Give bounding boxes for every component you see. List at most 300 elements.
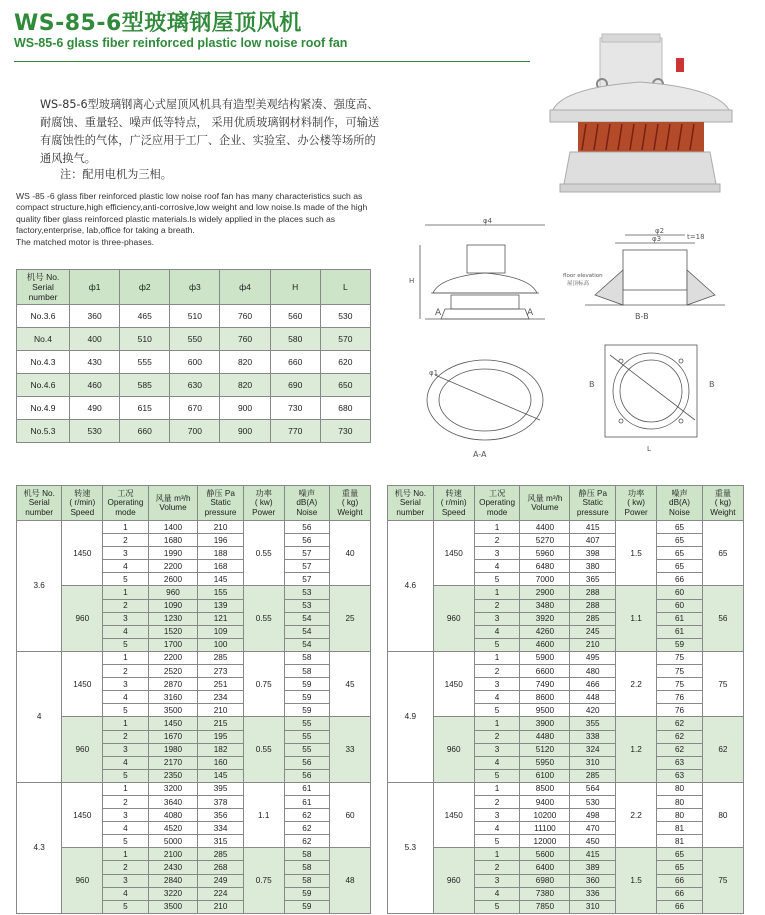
noise-cell: 60 (657, 599, 703, 612)
performance-row (388, 586, 744, 599)
noise-cell: 80 (657, 782, 703, 795)
mode-cell: 5 (474, 573, 520, 586)
pressure-cell: 378 (198, 795, 243, 808)
dimension-cell: 620 (320, 351, 370, 374)
volume-cell: 2840 (148, 874, 198, 887)
weight-cell: 62 (702, 717, 743, 782)
power-cell: 1.2 (616, 717, 657, 782)
noise-cell: 61 (284, 782, 329, 795)
volume-cell: 960 (148, 586, 198, 599)
pressure-cell: 210 (198, 704, 243, 717)
noise-cell: 58 (284, 848, 329, 861)
noise-cell: 56 (284, 769, 329, 782)
pressure-cell: 245 (570, 625, 616, 638)
volume-cell: 6400 (520, 861, 570, 874)
pressure-cell: 121 (198, 612, 243, 625)
volume-cell: 5950 (520, 756, 570, 769)
power-cell: 2.2 (616, 651, 657, 716)
noise-cell: 65 (657, 861, 703, 874)
description-en-text: WS -85 -6 glass fiber reinforced plastic low noise roof fan has many characteristics such as compact structure,high efficiency,anti-corrosive,low weight and low noise.Is made of the high quality fiber glass reinforced plastic materials.Is widely applied in the places such as factory,enterprise, lab,office for taking a breath. (16, 191, 368, 236)
noise-cell: 59 (284, 704, 329, 717)
volume-cell: 2870 (148, 678, 198, 691)
weight-cell: 60 (330, 782, 371, 847)
mode-cell: 1 (474, 717, 520, 730)
description-en (16, 191, 374, 248)
dimension-cell: 510 (120, 328, 170, 351)
mode-cell: 4 (474, 822, 520, 835)
pressure-cell: 268 (198, 861, 243, 874)
dimension-cell: 820 (220, 374, 270, 397)
product-photo (540, 8, 740, 208)
mode-cell: 3 (474, 612, 520, 625)
speed-cell: 1450 (62, 782, 103, 847)
volume-cell: 3640 (148, 795, 198, 808)
pressure-cell: 310 (570, 756, 616, 769)
mode-cell: 4 (474, 691, 520, 704)
noise-cell: 62 (284, 835, 329, 848)
power-cell: 1.5 (616, 521, 657, 586)
mode-cell: 5 (474, 769, 520, 782)
dimension-cell: 615 (120, 397, 170, 420)
noise-cell: 75 (657, 665, 703, 678)
dimension-cell: 660 (120, 420, 170, 443)
power-cell: 0.75 (243, 651, 284, 716)
performance-row (388, 782, 744, 795)
mode-cell: 4 (103, 691, 148, 704)
noise-cell: 75 (657, 678, 703, 691)
pressure-cell: 530 (570, 795, 616, 808)
perf-header-cell: 机号 No. Serial number (388, 486, 434, 521)
dimension-cell: No.3.6 (17, 305, 70, 328)
noise-cell: 62 (657, 743, 703, 756)
volume-cell: 7380 (520, 887, 570, 900)
col-phi3: ф3 (170, 270, 220, 305)
noise-cell: 76 (657, 691, 703, 704)
power-cell: 1.1 (616, 586, 657, 651)
volume-cell: 4600 (520, 638, 570, 651)
mode-cell: 3 (103, 547, 148, 560)
mode-cell: 5 (103, 704, 148, 717)
mode-cell: 4 (103, 822, 148, 835)
mode-cell: 1 (103, 586, 148, 599)
volume-cell: 3500 (148, 704, 198, 717)
mode-cell: 1 (103, 521, 148, 534)
weight-cell: 75 (702, 848, 743, 913)
dimension-cell: 760 (220, 328, 270, 351)
mode-cell: 1 (103, 651, 148, 664)
pressure-cell: 395 (198, 782, 243, 795)
volume-cell: 11100 (520, 822, 570, 835)
dimension-cell: 360 (70, 305, 120, 328)
dimension-cell: 760 (220, 305, 270, 328)
volume-cell: 5270 (520, 534, 570, 547)
page-subtitle: WS-85-6 glass fiber reinforced plastic low noise roof fan (14, 36, 348, 50)
col-phi1: ф1 (70, 270, 120, 305)
mode-cell: 5 (474, 704, 520, 717)
dim-label-phi1: φ1 (429, 369, 439, 377)
dimension-row (17, 374, 371, 397)
pressure-cell: 310 (570, 900, 616, 913)
weight-cell: 45 (330, 651, 371, 716)
weight-cell: 48 (330, 848, 371, 913)
description-cn: WS-85-6型玻璃钢离心式屋顶风机具有造型美观结构紧凑、强度高、耐腐蚀、重量轻、噪声低等特点， 采用优质玻璃钢材料制作，可输送有腐蚀性的气体，广泛应用于工厂、企业、实验室、办公楼等场所的通风换气。 (40, 98, 380, 165)
machine-number: 4.9 (388, 651, 434, 782)
col-phi2: ф2 (120, 270, 170, 305)
volume-cell: 3480 (520, 599, 570, 612)
noise-cell: 62 (657, 717, 703, 730)
pressure-cell: 139 (198, 599, 243, 612)
pressure-cell: 380 (570, 560, 616, 573)
pressure-cell: 285 (570, 612, 616, 625)
speed-cell: 1450 (433, 651, 474, 716)
noise-cell: 81 (657, 822, 703, 835)
performance-row (388, 651, 744, 664)
col-phi4: ф4 (220, 270, 270, 305)
dimension-cell: 700 (170, 420, 220, 443)
noise-cell: 62 (284, 822, 329, 835)
dimension-table-body (17, 305, 371, 443)
noise-cell: 53 (284, 599, 329, 612)
volume-cell: 1090 (148, 599, 198, 612)
performance-row (17, 717, 371, 730)
mode-cell: 4 (474, 756, 520, 769)
performance-row (17, 651, 371, 664)
volume-cell: 6480 (520, 560, 570, 573)
mode-cell: 3 (103, 678, 148, 691)
dimension-cell: 900 (220, 420, 270, 443)
mode-cell: 2 (103, 665, 148, 678)
dimension-cell: No.4.9 (17, 397, 70, 420)
volume-cell: 7000 (520, 573, 570, 586)
perf-header-cell: 功率 ( kw) Power (243, 486, 284, 521)
performance-table-right (387, 485, 744, 914)
noise-cell: 58 (284, 861, 329, 874)
mode-cell: 4 (474, 887, 520, 900)
mode-cell: 1 (474, 651, 520, 664)
noise-cell: 55 (284, 730, 329, 743)
volume-cell: 9400 (520, 795, 570, 808)
speed-cell: 1450 (433, 521, 474, 586)
mode-cell: 5 (103, 769, 148, 782)
noise-cell: 55 (284, 743, 329, 756)
volume-cell: 1980 (148, 743, 198, 756)
dimension-row (17, 305, 371, 328)
mode-cell: 3 (103, 809, 148, 822)
dimension-cell: 585 (120, 374, 170, 397)
volume-cell: 4080 (148, 809, 198, 822)
dimension-cell: 530 (70, 420, 120, 443)
mode-cell: 1 (474, 521, 520, 534)
volume-cell: 1990 (148, 547, 198, 560)
pressure-cell: 398 (570, 547, 616, 560)
side-elevation-view (409, 217, 545, 319)
perf-header-cell: 静压 Pa Static pressure (570, 486, 616, 521)
pressure-cell: 324 (570, 743, 616, 756)
dimension-cell: 460 (70, 374, 120, 397)
speed-cell: 1450 (62, 521, 103, 586)
volume-cell: 6600 (520, 665, 570, 678)
noise-cell: 65 (657, 547, 703, 560)
performance-row (17, 521, 371, 534)
machine-number: 3.6 (17, 521, 62, 652)
volume-cell: 2350 (148, 769, 198, 782)
dimension-row (17, 420, 371, 443)
perf-header-cell: 转速 ( r/min) Speed (62, 486, 103, 521)
weight-cell: 75 (702, 651, 743, 716)
volume-cell: 5000 (148, 835, 198, 848)
noise-cell: 76 (657, 704, 703, 717)
noise-cell: 59 (284, 691, 329, 704)
mode-cell: 1 (103, 848, 148, 861)
noise-cell: 65 (657, 560, 703, 573)
pressure-cell: 145 (198, 573, 243, 586)
dimension-cell: No.4 (17, 328, 70, 351)
pressure-cell: 273 (198, 665, 243, 678)
power-cell: 0.55 (243, 717, 284, 782)
performance-table-left (16, 485, 371, 914)
mode-cell: 2 (474, 534, 520, 547)
volume-cell: 1230 (148, 612, 198, 625)
mode-cell: 2 (103, 795, 148, 808)
pressure-cell: 251 (198, 678, 243, 691)
dim-label-phi4: φ4 (483, 217, 493, 225)
speed-cell: 960 (433, 848, 474, 913)
pressure-cell: 160 (198, 756, 243, 769)
noise-cell: 55 (284, 717, 329, 730)
volume-cell: 5900 (520, 651, 570, 664)
pressure-cell: 415 (570, 848, 616, 861)
speed-cell: 960 (62, 717, 103, 782)
floor-elevation-cn: 屋顶标高 (567, 281, 590, 287)
speed-cell: 960 (62, 586, 103, 651)
perf-header-cell: 转速 ( r/min) Speed (433, 486, 474, 521)
weight-cell: 25 (330, 586, 371, 651)
noise-cell: 59 (284, 887, 329, 900)
noise-cell: 66 (657, 887, 703, 900)
power-cell: 1.1 (243, 782, 284, 847)
mode-cell: 1 (474, 848, 520, 861)
volume-cell: 2170 (148, 756, 198, 769)
weight-cell: 56 (702, 586, 743, 651)
dimension-cell: 730 (320, 420, 370, 443)
pressure-cell: 109 (198, 625, 243, 638)
pressure-cell: 498 (570, 809, 616, 822)
pressure-cell: 215 (198, 717, 243, 730)
mode-cell: 2 (474, 665, 520, 678)
mode-cell: 1 (474, 586, 520, 599)
volume-cell: 1400 (148, 521, 198, 534)
pressure-cell: 249 (198, 874, 243, 887)
description-cn-note: 注：配用电机为三相。 (60, 168, 172, 181)
dimension-row (17, 397, 371, 420)
volume-cell: 5960 (520, 547, 570, 560)
dimension-cell: No.4.3 (17, 351, 70, 374)
perf-header-cell: 噪声 dB(A) Noise (284, 486, 329, 521)
pressure-cell: 210 (198, 521, 243, 534)
pressure-cell: 168 (198, 560, 243, 573)
noise-cell: 63 (657, 769, 703, 782)
dimension-cell: 555 (120, 351, 170, 374)
volume-cell: 6980 (520, 874, 570, 887)
page-title: WS-85-6型玻璃钢屋顶风机 (14, 11, 302, 36)
volume-cell: 5600 (520, 848, 570, 861)
dimension-cell: 670 (170, 397, 220, 420)
noise-cell: 66 (657, 900, 703, 913)
power-cell: 0.75 (243, 848, 284, 913)
volume-cell: 1680 (148, 534, 198, 547)
volume-cell: 4520 (148, 822, 198, 835)
volume-cell: 2100 (148, 848, 198, 861)
perf-header-cell: 风量 m³/h Volume (520, 486, 570, 521)
noise-cell: 59 (657, 638, 703, 651)
performance-table-header (17, 486, 371, 521)
dimension-table-header (17, 270, 371, 305)
noise-cell: 57 (284, 547, 329, 560)
noise-cell: 54 (284, 612, 329, 625)
pressure-cell: 100 (198, 638, 243, 651)
noise-cell: 56 (284, 534, 329, 547)
performance-row (17, 848, 371, 861)
machine-number: 4 (17, 651, 62, 782)
volume-cell: 7490 (520, 678, 570, 691)
section-label-bb: B-B (635, 312, 649, 321)
noise-cell: 60 (657, 586, 703, 599)
power-cell: 1.5 (616, 848, 657, 913)
pressure-cell: 466 (570, 678, 616, 691)
noise-cell: 66 (657, 874, 703, 887)
technical-drawing (395, 215, 755, 465)
noise-cell: 53 (284, 586, 329, 599)
noise-cell: 57 (284, 573, 329, 586)
volume-cell: 4400 (520, 521, 570, 534)
mode-cell: 4 (103, 625, 148, 638)
volume-cell: 3920 (520, 612, 570, 625)
speed-cell: 1450 (62, 651, 103, 716)
section-marker-a-right: A (527, 308, 534, 318)
perf-header-cell: 噪声 dB(A) Noise (657, 486, 703, 521)
mode-cell: 4 (474, 560, 520, 573)
pressure-cell: 285 (198, 848, 243, 861)
perf-header-cell: 工况 Operating mode (474, 486, 520, 521)
col-h: H (270, 270, 320, 305)
dimension-cell: 530 (320, 305, 370, 328)
pressure-cell: 196 (198, 534, 243, 547)
mode-cell: 5 (474, 835, 520, 848)
perf-header-cell: 机号 No. Serial number (17, 486, 62, 521)
noise-cell: 62 (284, 809, 329, 822)
volume-cell: 2430 (148, 861, 198, 874)
mode-cell: 3 (474, 547, 520, 560)
noise-cell: 80 (657, 795, 703, 808)
machine-number: 5.3 (388, 782, 434, 913)
volume-cell: 8600 (520, 691, 570, 704)
power-cell: 2.2 (616, 782, 657, 847)
dim-label-l: L (647, 445, 651, 453)
pressure-cell: 420 (570, 704, 616, 717)
dimension-cell: 690 (270, 374, 320, 397)
machine-number: 4.6 (388, 521, 434, 652)
pressure-cell: 564 (570, 782, 616, 795)
noise-cell: 56 (284, 756, 329, 769)
col-serial-number: 机号 No. Serial number (17, 270, 70, 305)
speed-cell: 960 (433, 717, 474, 782)
section-label-aa: A-A (473, 450, 487, 459)
pressure-cell: 389 (570, 861, 616, 874)
speed-cell: 960 (62, 848, 103, 913)
noise-cell: 59 (284, 900, 329, 913)
mode-cell: 3 (474, 743, 520, 756)
noise-cell: 58 (284, 665, 329, 678)
mode-cell: 5 (474, 638, 520, 651)
noise-cell: 65 (657, 534, 703, 547)
mode-cell: 2 (474, 795, 520, 808)
perf-header-cell: 风量 m³/h Volume (148, 486, 198, 521)
noise-cell: 59 (284, 678, 329, 691)
pressure-cell: 334 (198, 822, 243, 835)
volume-cell: 2200 (148, 651, 198, 664)
volume-cell: 2900 (520, 586, 570, 599)
volume-cell: 7850 (520, 900, 570, 913)
pressure-cell: 285 (570, 769, 616, 782)
pressure-cell: 480 (570, 665, 616, 678)
pressure-cell: 336 (570, 887, 616, 900)
mode-cell: 5 (474, 900, 520, 913)
pressure-cell: 360 (570, 874, 616, 887)
dimension-table (16, 269, 371, 443)
pressure-cell: 450 (570, 835, 616, 848)
section-marker-b-left: B (589, 380, 595, 389)
noise-cell: 65 (657, 848, 703, 861)
mode-cell: 1 (103, 717, 148, 730)
mode-cell: 4 (103, 887, 148, 900)
dimension-cell: 650 (320, 374, 370, 397)
noise-cell: 58 (284, 651, 329, 664)
volume-cell: 2200 (148, 560, 198, 573)
mode-cell: 1 (474, 782, 520, 795)
noise-cell: 58 (284, 874, 329, 887)
performance-table-body (17, 521, 371, 914)
weight-cell: 65 (702, 521, 743, 586)
dimension-cell: 770 (270, 420, 320, 443)
mode-cell: 2 (474, 730, 520, 743)
pressure-cell: 182 (198, 743, 243, 756)
pressure-cell: 210 (570, 638, 616, 651)
pressure-cell: 355 (570, 717, 616, 730)
mode-cell: 3 (103, 612, 148, 625)
dimension-cell: 550 (170, 328, 220, 351)
pressure-cell: 224 (198, 887, 243, 900)
volume-cell: 3220 (148, 887, 198, 900)
pressure-cell: 415 (570, 521, 616, 534)
noise-cell: 62 (657, 730, 703, 743)
description-en-note: The matched motor is three-phases. (16, 236, 155, 247)
dimension-cell: 580 (270, 328, 320, 351)
dimension-cell: No.4.6 (17, 374, 70, 397)
performance-table-header (388, 486, 744, 521)
noise-cell: 61 (657, 612, 703, 625)
pressure-cell: 195 (198, 730, 243, 743)
mode-cell: 5 (103, 900, 148, 913)
performance-row (388, 717, 744, 730)
perf-header-cell: 静压 Pa Static pressure (198, 486, 243, 521)
volume-cell: 1450 (148, 717, 198, 730)
mode-cell: 5 (103, 835, 148, 848)
mode-cell: 5 (103, 573, 148, 586)
pressure-cell: 234 (198, 691, 243, 704)
floor-elevation-en: floor elevation (563, 273, 603, 279)
mode-cell: 1 (103, 782, 148, 795)
pressure-cell: 470 (570, 822, 616, 835)
